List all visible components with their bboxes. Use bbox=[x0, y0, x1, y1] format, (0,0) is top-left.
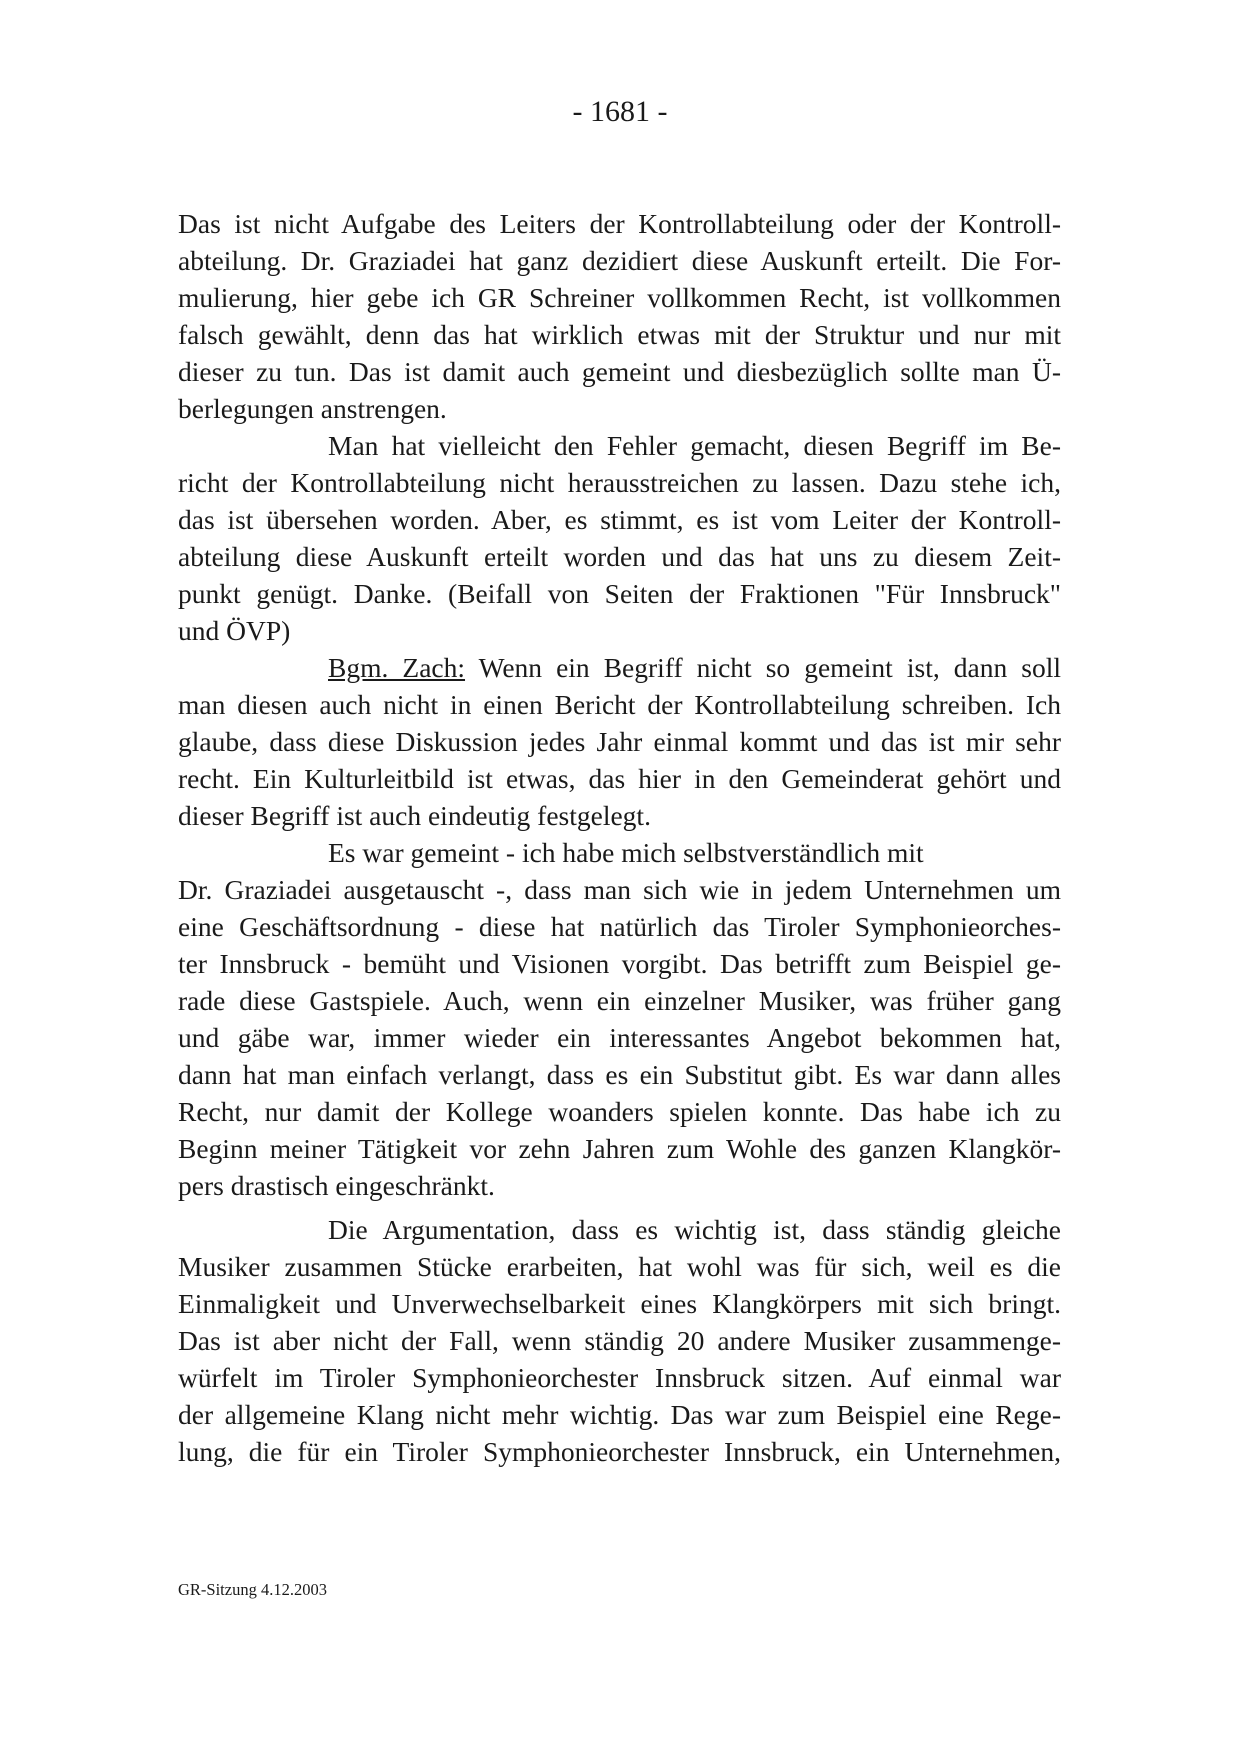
text-line: rade diese Gastspiele. Auch, wenn ein einzelner Musiker, was früher gang bbox=[178, 985, 1061, 1016]
text-line: Das ist aber nicht der Fall, wenn ständig 20 andere Musiker zusammenge- bbox=[178, 1325, 1061, 1356]
text-line: recht. Ein Kulturleitbild ist etwas, das hier in den Gemeinderat gehört und bbox=[178, 763, 1061, 794]
page-number: - 1681 - bbox=[572, 95, 668, 128]
text-line: ter Innsbruck - bemüht und Visionen vorgibt. Das betrifft zum Beispiel ge- bbox=[178, 948, 1061, 979]
body-text bbox=[178, 205, 1061, 1470]
text-line: dieser Begriff ist auch eindeutig festgelegt. bbox=[178, 800, 651, 831]
text-line: punkt genügt. Danke. (Beifall von Seiten der Fraktionen "Für Innsbruck" bbox=[178, 578, 1061, 609]
footer-session-date: GR-Sitzung 4.12.2003 bbox=[178, 1580, 327, 1599]
text-line: glaube, dass diese Diskussion jedes Jahr einmal kommt und das ist mir sehr bbox=[178, 726, 1061, 757]
text-line: man diesen auch nicht in einen Bericht der Kontrollabteilung schreiben. Ich bbox=[178, 689, 1061, 720]
text-line: Musiker zusammen Stücke erarbeiten, hat wohl was für sich, weil es die bbox=[178, 1251, 1061, 1282]
paragraph-2 bbox=[178, 427, 1061, 649]
text-line: Dr. Graziadei ausgetauscht -, dass man sich wie in jedem Unternehmen um bbox=[178, 874, 1061, 905]
text-line: und ÖVP) bbox=[178, 615, 291, 646]
text-line: dieser zu tun. Das ist damit auch gemeint und diesbezüglich sollte man Ü- bbox=[178, 356, 1061, 387]
text-line: eine Geschäftsordnung - diese hat natürlich das Tiroler Symphonieorches- bbox=[178, 911, 1061, 942]
text-line: mulierung, hier gebe ich GR Schreiner vollkommen Recht, ist vollkommen bbox=[178, 282, 1061, 313]
text-line: und gäbe war, immer wieder ein interessantes Angebot bekommen hat, bbox=[178, 1022, 1061, 1053]
text-line: Die Argumentation, dass es wichtig ist, dass ständig gleiche bbox=[328, 1214, 1061, 1245]
text-line: der allgemeine Klang nicht mehr wichtig. Das war zum Beispiel eine Rege- bbox=[178, 1399, 1061, 1430]
text-line: pers drastisch eingeschränkt. bbox=[178, 1170, 495, 1201]
text-line: lung, die für ein Tiroler Symphonieorchester Innsbruck, ein Unternehmen, bbox=[178, 1436, 1061, 1467]
text-line: dann hat man einfach verlangt, dass es ein Substitut gibt. Es war dann alles bbox=[178, 1059, 1061, 1090]
text-line: Einmaligkeit und Unverwechselbarkeit eines Klangkörpers mit sich bringt. bbox=[178, 1288, 1061, 1319]
text-line: richt der Kontrollabteilung nicht herausstreichen zu lassen. Dazu stehe ich, bbox=[178, 467, 1061, 498]
paragraph-3 bbox=[178, 649, 1061, 834]
text-line: Beginn meiner Tätigkeit vor zehn Jahren zum Wohle des ganzen Klangkör- bbox=[178, 1133, 1061, 1164]
text-line: falsch gewählt, denn das hat wirklich etwas mit der Struktur und nur mit bbox=[178, 319, 1061, 350]
text-line: würfelt im Tiroler Symphonieorchester Innsbruck sitzen. Auf einmal war bbox=[178, 1362, 1061, 1393]
text-line: abteilung. Dr. Graziadei hat ganz dezidiert diese Auskunft erteilt. Die For- bbox=[178, 245, 1061, 276]
text-line: Es war gemeint - ich habe mich selbstverständlich mit bbox=[328, 837, 924, 868]
text-line bbox=[178, 649, 1061, 686]
paragraph-5 bbox=[178, 1211, 1061, 1470]
paragraph-1 bbox=[178, 205, 1061, 427]
speaker-name: Bgm. Zach: bbox=[328, 652, 466, 683]
text-line: abteilung diese Auskunft erteilt worden und das hat uns zu diesem Zeit- bbox=[178, 541, 1061, 572]
text-line: Man hat vielleicht den Fehler gemacht, diesen Begriff im Be- bbox=[328, 430, 1061, 461]
speaker-line-text: Wenn ein Begriff nicht so gemeint ist, dann soll bbox=[465, 652, 1061, 683]
paragraph-4 bbox=[178, 834, 1061, 1204]
paragraph-gap bbox=[178, 1204, 1061, 1211]
text-line: Recht, nur damit der Kollege woanders spielen konnte. Das habe ich zu bbox=[178, 1096, 1061, 1127]
text-line: berlegungen anstrengen. bbox=[178, 393, 447, 424]
text-line: das ist übersehen worden. Aber, es stimmt, es ist vom Leiter der Kontroll- bbox=[178, 504, 1061, 535]
text-line: Das ist nicht Aufgabe des Leiters der Kontrollabteilung oder der Kontroll- bbox=[178, 208, 1061, 239]
